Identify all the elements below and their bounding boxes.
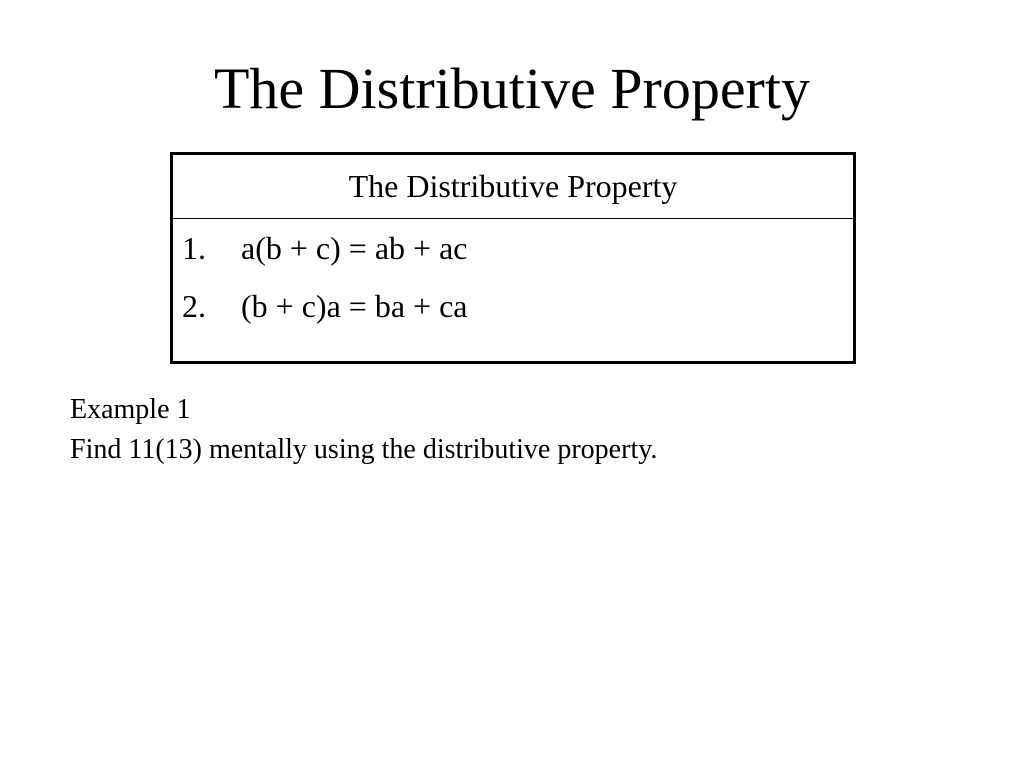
property-list (173, 219, 853, 335)
property-table-header: The Distributive Property (173, 155, 853, 219)
property-item-number: 1. (182, 230, 206, 266)
property-item-number: 2. (182, 288, 206, 324)
property-item-1 (173, 219, 853, 277)
property-item-2 (173, 277, 853, 335)
example-text: Find 11(13) mentally using the distributive property. (70, 434, 658, 465)
property-item-formula: (b + c)a = ba + ca (241, 288, 468, 324)
property-table (170, 152, 856, 364)
slide-title: The Distributive Property (213, 56, 810, 121)
example-block (70, 390, 657, 470)
example-label: Example 1 (70, 394, 191, 425)
property-item-formula: a(b + c) = ab + ac (241, 230, 468, 266)
